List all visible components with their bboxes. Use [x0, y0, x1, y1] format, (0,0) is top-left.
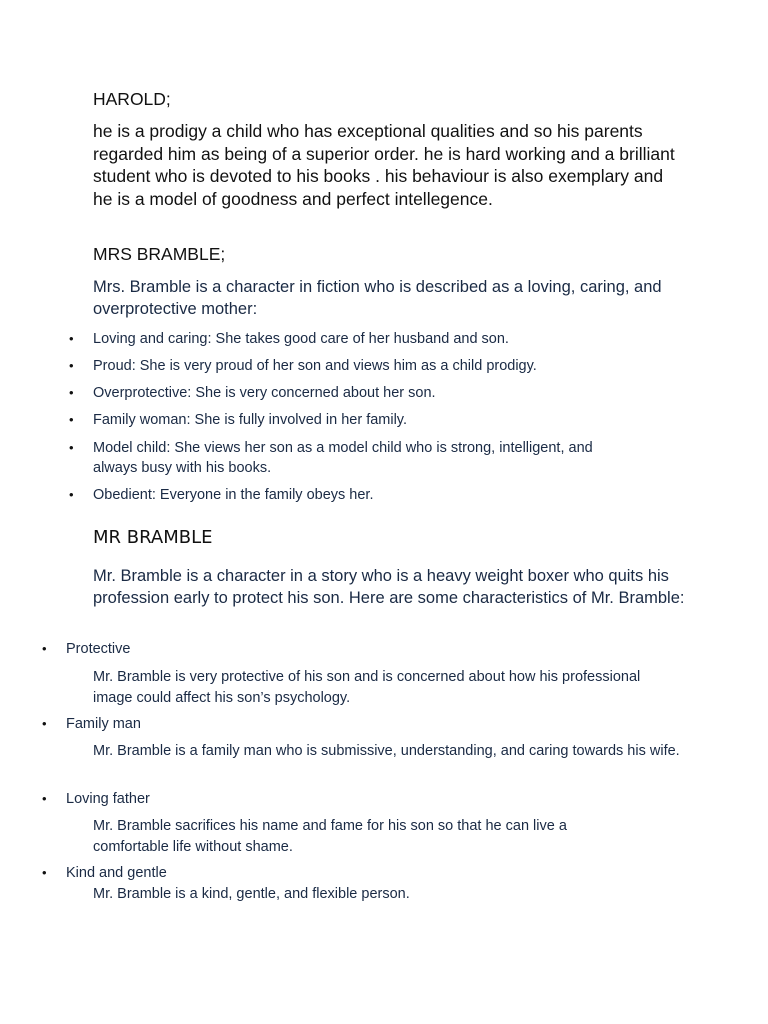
- mr-bramble-heading: MR BRAMBLE: [93, 527, 213, 548]
- trait-title: Protective: [66, 641, 131, 657]
- trait-text: Family woman: She is fully involved in her family.: [93, 412, 408, 428]
- trait-text: Overprotective: She is very concerned about her son.: [93, 385, 436, 401]
- trait-detail: Mr. Bramble is a kind, gentle, and flexible person.: [93, 886, 410, 902]
- bullet-icon: •: [42, 641, 47, 656]
- trait-text: Proud: She is very proud of her son and views him as a child prodigy.: [93, 358, 537, 374]
- trait-detail: Mr. Bramble sacrifices his name and fame for his son so that he can live a comfortable life without shame.: [93, 818, 567, 855]
- bullet-icon: •: [42, 791, 47, 806]
- bullet-icon: •: [42, 865, 47, 880]
- mr-bramble-intro: Mr. Bramble is a character in a story who is a heavy weight boxer who quits his profession early to protect his son. Here are some characteristics of Mr. Bramble:: [93, 567, 685, 607]
- trait-detail: Mr. Bramble is very protective of his son and is concerned about how his professional image could affect his son’s psychology.: [93, 669, 641, 706]
- bullet-icon: •: [69, 412, 74, 427]
- bullet-icon: •: [69, 358, 74, 373]
- bullet-icon: •: [69, 331, 74, 346]
- trait-title: Loving father: [66, 791, 150, 807]
- harold-heading: HAROLD;: [93, 89, 171, 109]
- trait-title: Family man: [66, 716, 141, 732]
- trait-title: Kind and gentle: [66, 865, 167, 881]
- trait-text: Model child: She views her son as a model child who is strong, intelligent, and always busy with his books.: [93, 440, 593, 476]
- trait-text: Loving and caring: She takes good care of her husband and son.: [93, 331, 509, 347]
- bullet-icon: •: [69, 487, 74, 502]
- mrs-bramble-intro: Mrs. Bramble is a character in fiction who is described as a loving, caring, and overprotective mother:: [93, 278, 662, 318]
- trait-text: Obedient: Everyone in the family obeys her.: [93, 487, 374, 503]
- bullet-icon: •: [42, 716, 47, 731]
- bullet-icon: •: [69, 385, 74, 400]
- bullet-icon: •: [69, 440, 74, 455]
- mrs-bramble-heading: MRS BRAMBLE;: [93, 244, 226, 264]
- harold-description: he is a prodigy a child who has exceptional qualities and so his parents regarded him as being of a superior order. he is hard working and a brilliant student who is devoted to his books . his behaviour is also exemplary and he is a model of goodness and perfect intellegence.: [93, 121, 675, 209]
- trait-detail: Mr. Bramble is a family man who is submissive, understanding, and caring towards his wife.: [93, 743, 680, 759]
